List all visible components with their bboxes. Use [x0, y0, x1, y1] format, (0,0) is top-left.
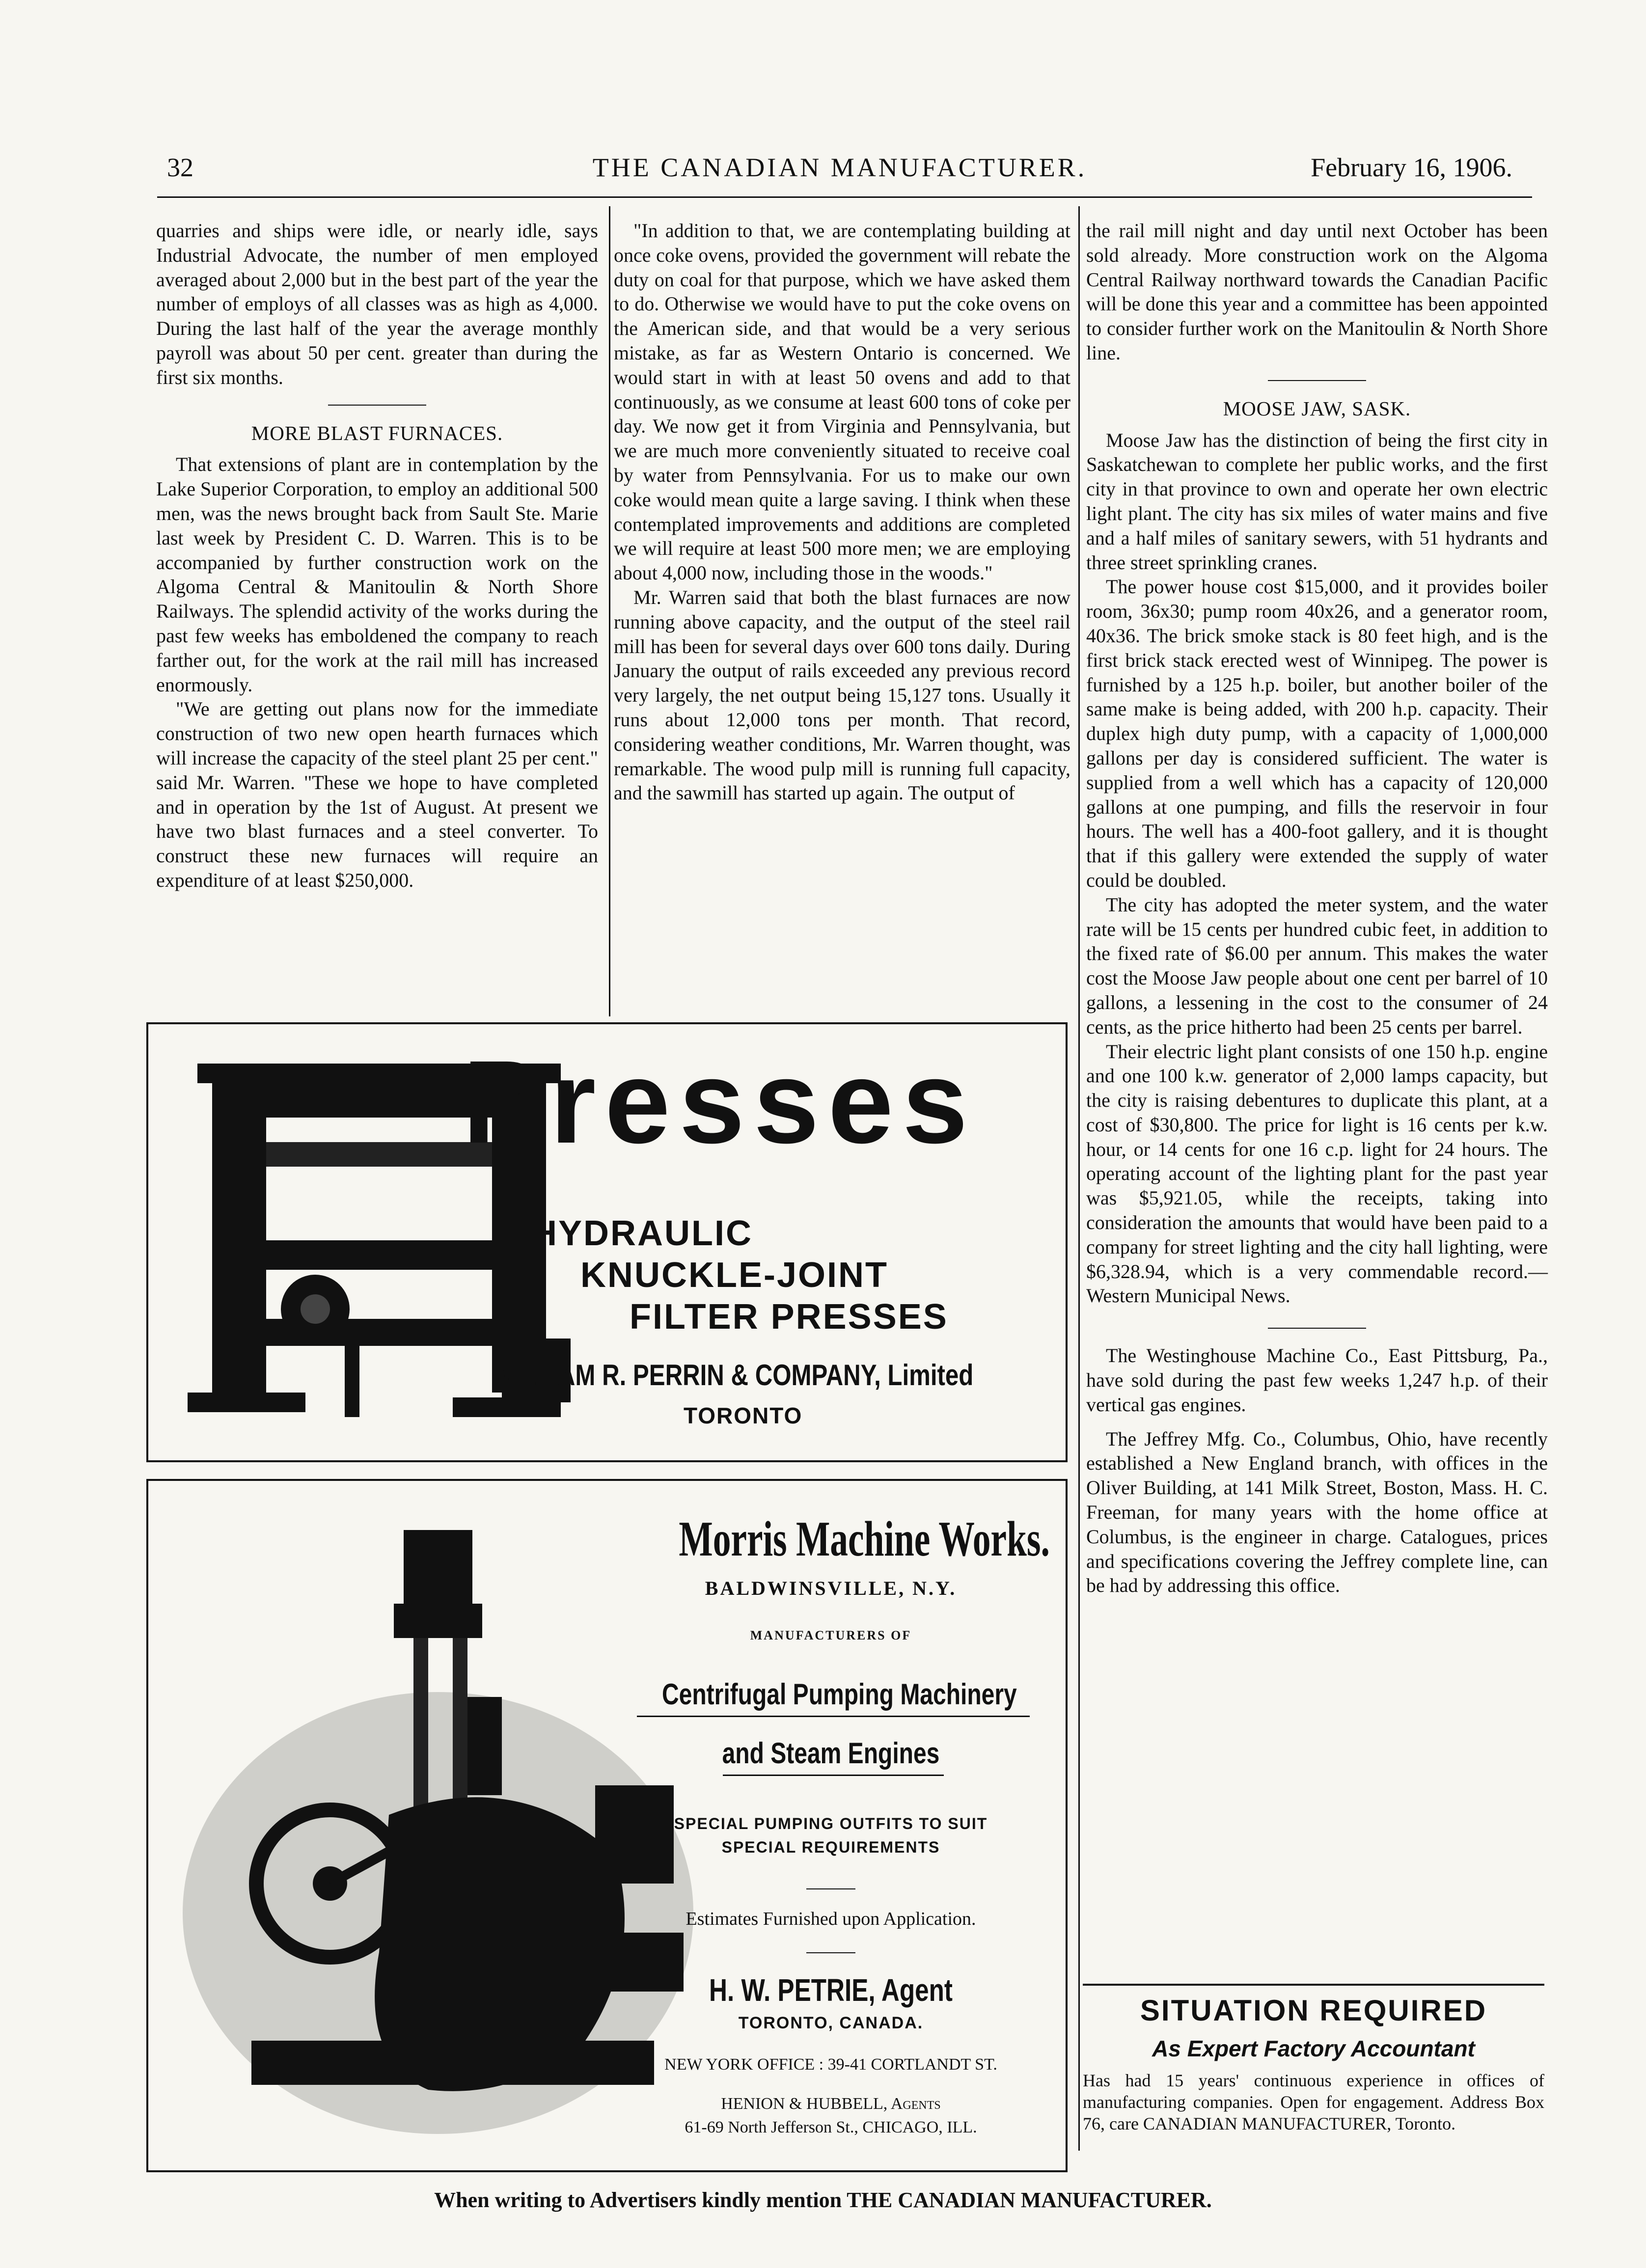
column-rule-1	[609, 206, 610, 1016]
divider	[806, 1888, 855, 1889]
morris-ny-office: NEW YORK OFFICE : 39-41 CORTLANDT ST.	[664, 2055, 997, 2074]
morris-agent: H. W. PETRIE, Agent	[709, 1972, 953, 2008]
morris-title: Morris Machine Works.	[679, 1511, 1050, 1567]
page-header	[157, 147, 1522, 191]
divider	[1268, 1328, 1366, 1329]
page-number: 32	[167, 153, 193, 182]
column-3	[1086, 219, 1548, 1598]
presses-advertisement	[146, 1022, 1068, 1462]
situation-ad-title: SITUATION REQUIRED	[1140, 1994, 1487, 2027]
presses-line-filter: FILTER PRESSES	[630, 1297, 948, 1337]
morris-advertisement	[146, 1479, 1068, 2172]
morris-agent-city: TORONTO, CANADA.	[738, 2014, 924, 2032]
morris-special-2: SPECIAL REQUIREMENTS	[721, 1838, 940, 1856]
news-item-westinghouse: The Westinghouse Machine Co., East Pittsburg, Pa., have sold during the past few weeks 1,247 h.p. of their vertical gas engines.	[1086, 1344, 1548, 1416]
article-continuation: quarries and ships were idle, or nearly idle, says Industrial Advocate, the number of men employed averaged about 2,000 but in the best part of the year the number of employs of all classes was as high as 4,000. During the last half of the year the average monthly payroll was about 50 per cent. greater than during the first six months.	[156, 219, 598, 388]
presses-city: TORONTO	[684, 1403, 803, 1428]
presses-line-knuckle: KNUCKLE-JOINT	[580, 1256, 888, 1295]
article-paragraph: Their electric light plant consists of one 150 h.p. engine and one 100 k.w. generator of 2,000 lamps capacity, but the city is raising debentures to duplicate this plant, at a cost of $30,800. The price for light is 16 cents per k.w. hour, or 14 cents for one 16 c.p. light for 24 hours. The operating account of the lighting plant for the past year was $5,921.05, while the receipts, taking into consideration the amounts that would have been paid to a company for street lighting and the city hall lighting, were $6,328.94, which is a very commendable record.—Western Municipal News.	[1086, 1040, 1548, 1307]
situation-ad-body: Has had 15 years' continuous experience in offices of manufacturing companies. Open for engagement. Address Box 76, care CANADIAN MANUFACTURER, Toronto.	[1083, 2071, 1544, 2133]
morris-chicago-address: 61-69 North Jefferson St., CHICAGO, ILL.	[685, 2118, 977, 2136]
presses-company: WILLIAM R. PERRIN & COMPANY, Limited	[492, 1359, 974, 1392]
morris-product-1: Centrifugal Pumping Machinery	[662, 1678, 1017, 1711]
morris-estimates: Estimates Furnished upon Application.	[686, 1909, 976, 1929]
situation-ad-subtitle: As Expert Factory Accountant	[1152, 2036, 1475, 2061]
publication-title: THE CANADIAN MANUFACTURER.	[592, 153, 1087, 182]
divider	[1268, 380, 1366, 381]
page-footer: When writing to Advertisers kindly mention THE CANADIAN MANUFACTURER.	[434, 2188, 1212, 2212]
header-rule	[157, 196, 1532, 198]
article-heading-blast-furnaces: MORE BLAST FURNACES.	[251, 421, 503, 444]
issue-date: February 16, 1906.	[1311, 153, 1512, 182]
morris-special-1: SPECIAL PUMPING OUTFITS TO SUIT	[674, 1815, 988, 1832]
column-2	[614, 219, 1070, 805]
article-paragraph: That extensions of plant are in contemplation by the Lake Superior Corporation, to employ an additional 500 men, was the news brought back from Sault Ste. Marie last week by President C. D. Warren. This is to be accompanied by further construction work on the Algoma Central & Manitoulin & North Shore Railways. The splendid activity of the works during the past few weeks has emboldened the company to reach farther out, for the work at the rail mill has increased enormously.	[156, 453, 598, 696]
product-underline	[723, 1775, 944, 1776]
divider	[806, 1952, 855, 1953]
article-continuation: the rail mill night and day until next October has been sold already. More construction work on the Algoma Central Railway northward towards the Canadian Pacific will be done this year and a committee has been appointed to consider further work on the Manitoulin & North Shore line.	[1086, 219, 1548, 364]
divider	[328, 405, 426, 406]
product-underline	[637, 1716, 1030, 1717]
morris-chicago-agents: HENION & HUBBELL, Agents	[721, 2095, 941, 2113]
ad-top-rule	[1083, 1984, 1544, 1986]
article-paragraph: The city has adopted the meter system, and the water rate will be 15 cents per hundred cubic feet, in addition to the fixed rate of $6.00 per annum. This makes the water cost the Moose Jaw people about one cent per barrel of 10 gallons, a lessening in the cost to the consumer of 24 cents, as the price hitherto had been 25 cents per barrel.	[1086, 893, 1548, 1038]
article-paragraph: "We are getting out plans now for the immediate construction of two new open hearth furnaces which will increase the capacity of the steel plant 25 per cent." said Mr. Warren. "These we hope to have completed and in operation by the 1st of August. At present we have two blast furnaces and a steel converter. To construct these new furnaces will require an expenditure of at least $250,000.	[156, 698, 598, 891]
morris-product-2: and Steam Engines	[722, 1737, 940, 1770]
presses-line-hydraulic: HYDRAULIC	[531, 1214, 753, 1253]
column-1	[156, 219, 598, 893]
article-paragraph: "In addition to that, we are contemplating building at once coke ovens, provided the government will rebate the duty on coal for that purpose, which we have asked them to do. Otherwise we would have to put the coke ovens on the American side, and that would be a very serious mistake, as far as Western Ontario is concerned. We would start in with at least 50 ovens and add to that continuously, as we consume at least 600 tons of coke per day. We now get it from Virginia and Pennsylvania, but we are much more conveniently situated to receive coal by water from Pennsylvania. For us to make our own coke would mean quite a large saving. I think when these contemplated improvements and additions are completed we will require at least 500 more men; we are employing about 4,000 now, including those in the woods."	[614, 219, 1070, 584]
article-heading-moose-jaw: MOOSE JAW, SASK.	[1223, 397, 1411, 420]
morris-manufacturers-of: MANUFACTURERS OF	[750, 1628, 912, 1642]
article-paragraph: Mr. Warren said that both the blast furnaces are now running above capacity, and the output of the steel rail mill has been for several days over 600 tons daily. During January the output of rails exceeded any previous record very largely, the net output being 15,127 tons. Usually it runs about 12,000 tons per month. That record, considering weather conditions, Mr. Warren thought, was remarkable. The wood pulp mill is running full capacity, and the sawmill has started up again. The output of	[614, 586, 1070, 804]
news-item-jeffrey: The Jeffrey Mfg. Co., Columbus, Ohio, have recently established a New England branch, with offices in the Oliver Building, at 141 Milk Street, Boston, Mass. H. C. Freeman, for many years with the home office at Columbus, is the engineer in charge. Catalogues, prices and specifications covering the Jeffrey complete line, can be had by addressing this office.	[1086, 1427, 1548, 1597]
presses-title: Presses	[463, 1036, 977, 1168]
column-rule-2	[1078, 206, 1080, 2151]
article-paragraph: The power house cost $15,000, and it provides boiler room, 36x30; pump room 40x26, and a generator room, 40x36. The brick smoke stack is 80 feet high, and is the first brick stack erected west of Winnipeg. The power is furnished by a 125 h.p. boiler, but another boiler of the same make is being added, with 200 h.p. capacity. Their duplex high duty pump, with a capacity of 1,000,000 gallons per day is considered sufficient. The water is supplied from a well which has a capacity of 120,000 gallons at one pumping, and fills the reservoir in four hours. The well has a 400-foot gallery, and it is thought that if this gallery were extended the supply of water could be doubled.	[1086, 575, 1548, 891]
article-paragraph: Moose Jaw has the distinction of being the first city in Saskatchewan to complete her public works, and the first city in that province to own and operate her own electric light plant. The city has six miles of water mains and five and a half miles of sanitary sewers, with 51 hydrants and three street sprinkling cranes.	[1086, 429, 1548, 574]
morris-location: BALDWINSVILLE, N.Y.	[705, 1577, 957, 1599]
